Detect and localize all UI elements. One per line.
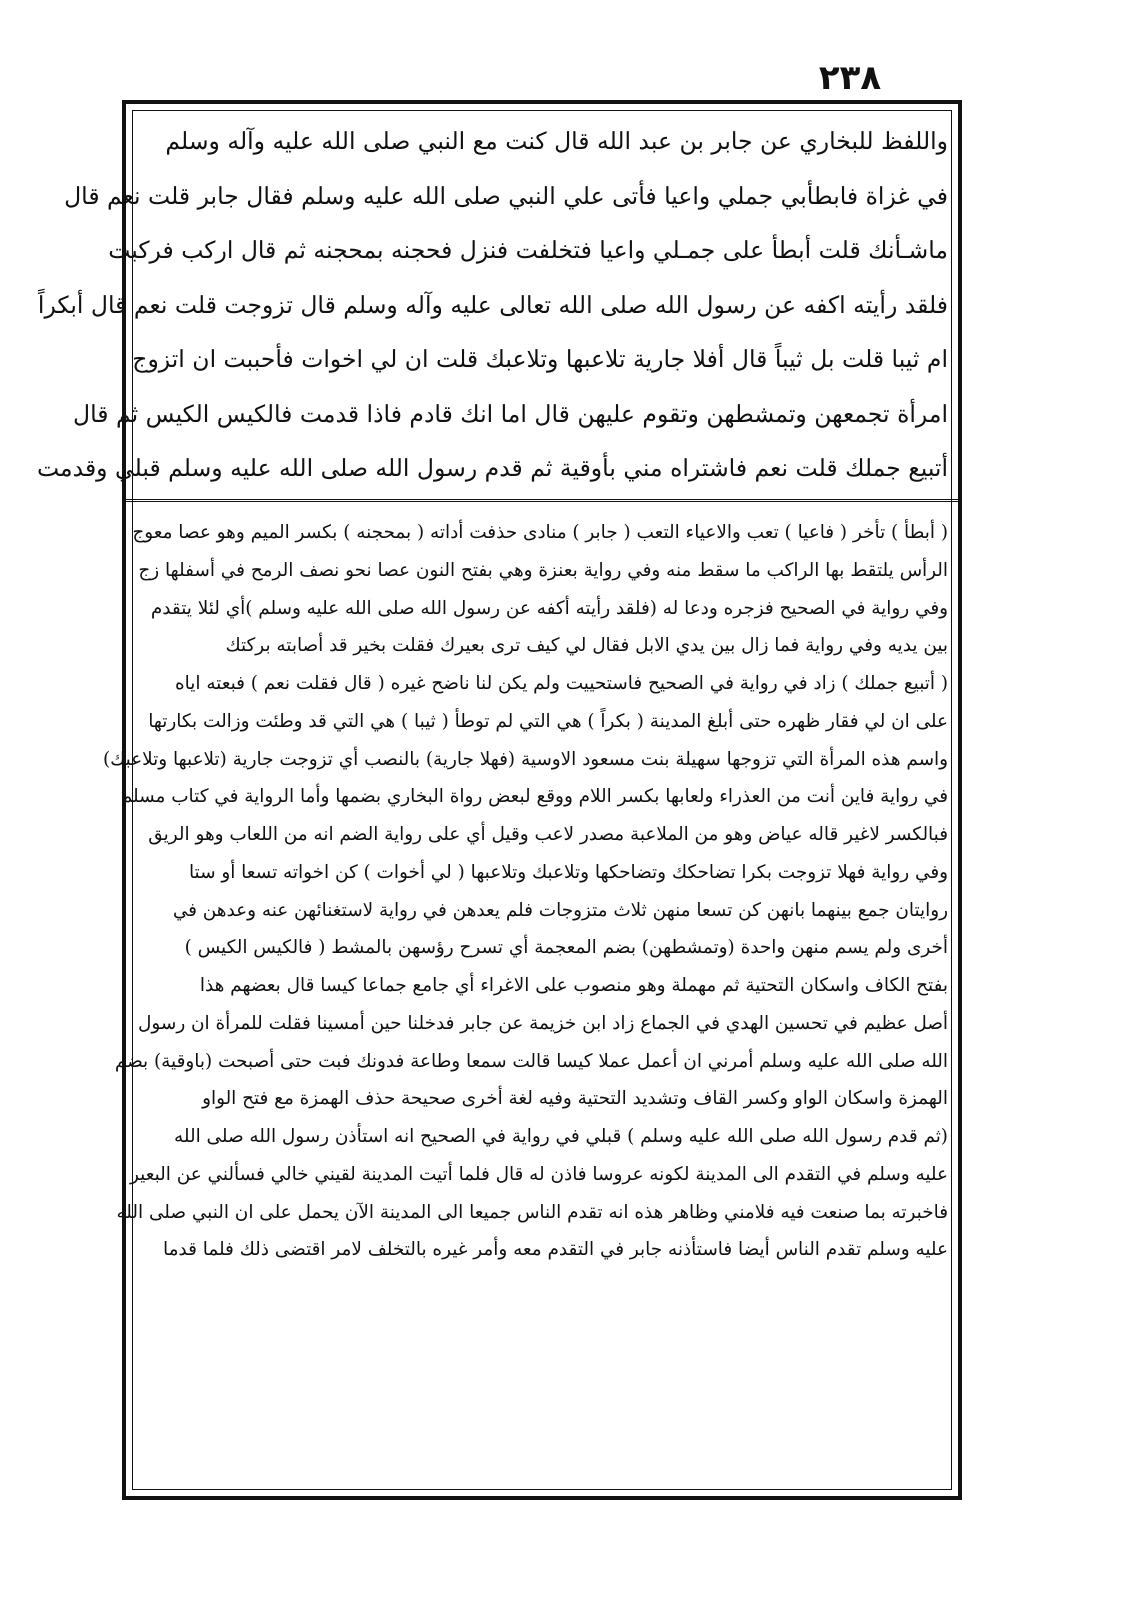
commentary-line: عليه وسلم في التقدم الى المدينة لكونه عروسا فاذن له قال فلما أتيت المدينة لقيني خالي فسألني عن البعير — [130, 1163, 948, 1185]
commentary-line: فاخبرته بما صنعت فيه فلامني وظاهر هذه انه تقدم الناس جميعا الى المدينة الآن يحمل على ان النبي صلى الله — [116, 1201, 948, 1223]
commentary-line: عليه وسلم تقدم الناس أيضا فاستأذنه جابر في التقدم معه وأمر غيره بالتخلف لامر اقتضى ذلك فلما قدما — [162, 1239, 948, 1261]
commentary-line: الله صلى الله عليه وسلم أمرني ان أعمل عملا كيسا قالت سمعا وطاعة فدونك فبت حتى أصبحت (باوقية) بضم — [114, 1050, 948, 1072]
page-frame — [36, 100, 962, 1500]
commentary-line: واسم هذه المرأة التي تزوجها سهيلة بنت مسعود الاوسية (فهلا جارية) بالنصب أي تزوجت جارية (تلاعبها وتلاعبك) — [102, 748, 948, 770]
commentary-line: بفتح الكاف واسكان التحتية ثم مهملة وهو منصوب على الاغراء أي جامع جماعا كيسا قال بعضهم هذا — [199, 975, 948, 996]
section-separator — [126, 499, 958, 502]
main-text-line: فلقد رأيته اكفه عن رسول الله صلى الله تعالى عليه وآله وسلم قال تزوجت قلت نعم قال أبكراً — [37, 290, 948, 319]
main-text-line: في غزاة فابطأبي جملي واعيا فأتى علي النبي صلى الله عليه وسلم فقال جابر قلت نعم قال — [64, 181, 948, 210]
main-text-block — [36, 114, 948, 486]
page-number: ٢٣٨ — [818, 58, 882, 98]
commentary-line: الهمزة واسكان الواو وكسر القاف وتشديد التحتية وفيه لغة أخرى صحيحة حذف الهمزة مع فتح الواو — [202, 1088, 948, 1110]
commentary-block — [102, 514, 948, 1486]
main-text-line: واللفظ للبخاري عن جابر بن عبد الله قال كنت مع النبي صلى الله عليه وآله وسلم — [165, 127, 948, 155]
main-text-line: أتبيع جملك قلت نعم فاشتراه مني بأوقية ثم قدم رسول الله صلى الله عليه وسلم قبلي وقدمت — [36, 454, 948, 482]
commentary-line: ( أبطأ ) تأخر ( فاعيا ) تعب والاعياء التعب ( جابر ) منادى حذفت أداته ( بمحجنه ) بكسر الميم وهو عصا معوج — [132, 522, 948, 543]
commentary-line: أصل عظيم في تحسين الهدي في الجماع زاد ابن خزيمة عن جابر فدخلنا حين أمسينا فقلت للمرأة ان رسول — [138, 1012, 948, 1034]
commentary-line: روايتان جمع بينهما بانهن كن تسعا منهن ثلاث متزوجات فلم يعدهن في رواية لاستغنائهن عنه وعدهن في — [172, 899, 948, 921]
commentary-line: وفي رواية فهلا تزوجت بكرا تضاحكك وتضاحكها وتلاعبك وتلاعبها ( لي أخوات ) كن اخواته تسعا أو ستا — [188, 861, 948, 883]
main-text-line: ام ثيبا قلت بل ثيباً قال أفلا جارية تلاعبها وتلاعبك قلت ان لي اخوات فأحببت ان اتزوج — [132, 345, 948, 373]
commentary-line: بين يديه وفي رواية فما زال بين يدي الابل فقال لي كيف ترى بعيرك فقلت بخير قد أصابته بركتك — [225, 635, 948, 657]
commentary-line: وفي رواية في الصحيح فزجره ودعا له (فلقد رأيته أكفه عن رسول الله صلى الله عليه وسلم )أي لئلا يتقدم — [150, 597, 948, 619]
commentary-line: (ثم قدم رسول الله صلى الله عليه وسلم ) قبلي في رواية في الصحيح انه استأذن رسول الله صلى الله — [174, 1126, 948, 1147]
main-text-line: ماشـأنك قلت أبطأ على جمـلي واعيا فتخلفت فنزل فحجنه بمحجنه ثم قال اركب فركبت — [108, 236, 948, 264]
commentary-line: في رواية فاين أنت من العذراء ولعابها بكسر اللام ووقع لبعض رواة البخاري بضمها وأما الرواية في كتاب مسلم — [120, 786, 948, 808]
commentary-line: الرأس يلتقط بها الراكب ما سقط منه وفي رواية بعنزة وهي بفتح النون عصا نحو نصف الرمح في أسفلها زج — [138, 559, 948, 581]
main-text-line: امرأة تجمعهن وتمشطهن وتقوم عليهن قال اما انك قادم فاذا قدمت فالكيس الكيس ثم قال — [73, 399, 948, 428]
commentary-line: فبالكسر لاغير قاله عياض وهو من الملاعبة مصدر لاعب وقيل أي على رواية الضم انه من اللعاب وهو الريق — [148, 824, 948, 845]
commentary-line: أخرى ولم يسم منهن واحدة (وتمشطهن) بضم المعجمة أي تسرح رؤسهن بالمشط ( فالكيس الكيس ) — [184, 937, 948, 959]
commentary-line: ( أتبيع جملك ) زاد في رواية في الصحيح فاستحييت ولم يكن لنا ناضح غيره ( قال فقلت نعم ) فبعته اياه — [175, 673, 948, 694]
commentary-line: على ان لي فقار ظهره حتى أبلغ المدينة ( بكراً ) هي التي لم توطأ ( ثيبا ) هي التي قد وطئت وزالت بكارتها — [148, 710, 948, 732]
